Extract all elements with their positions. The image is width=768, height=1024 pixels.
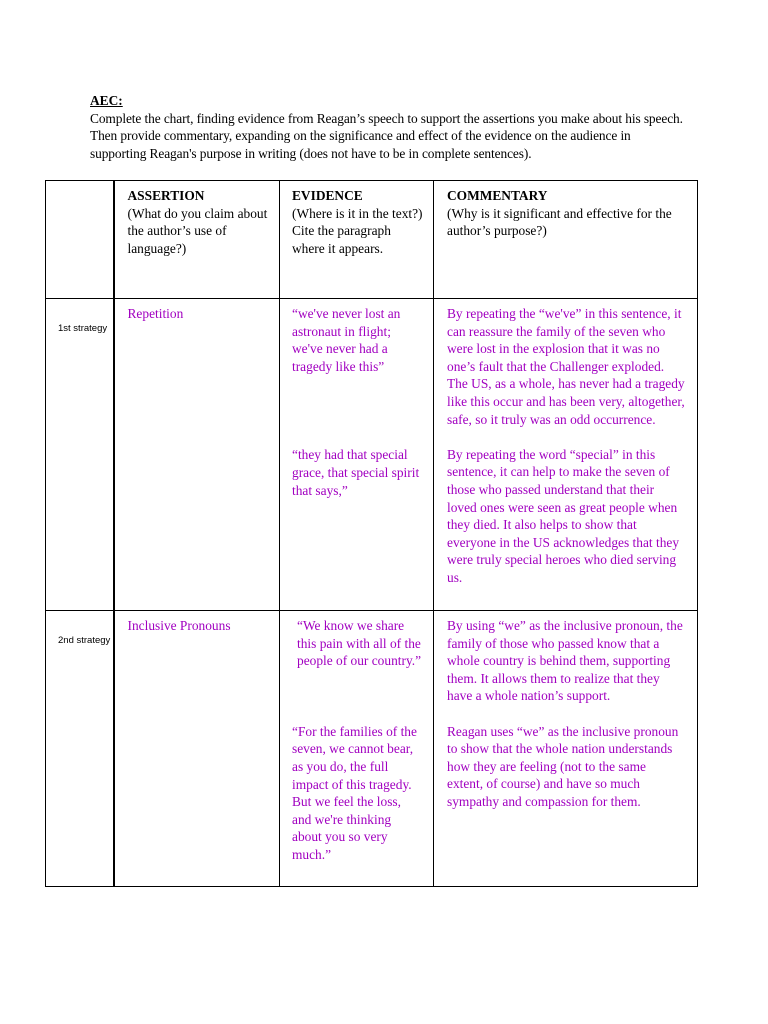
strategy-label: 1st strategy — [58, 323, 108, 334]
aec-chart-table — [45, 180, 698, 887]
assertion-header-cell — [114, 181, 280, 299]
commentary-text: Reagan uses “we” as the inclusive pronoun to show that the whole nation understands how they are feeling (not to the same extent, of course) and have so much sympathy and compassion for them. — [447, 723, 679, 809]
instructions-text: Complete the chart, finding evidence from Reagan’s speech to support the assertions you make about his speech. Then provide commentary, expanding on the significance and effect of the evidence on the audience in supporting Reagan's purpose in writing (does not have to be in complete sentences). — [90, 110, 683, 161]
commentary-text: By using “we” as the inclusive pronoun, the family of those who passed know that a whole country is behind them, supporting them. It allows them to realize that they have a whole nation’s support. — [447, 618, 683, 704]
instructions-block — [90, 92, 690, 162]
assertion-cell — [114, 611, 280, 887]
commentary-cell — [434, 611, 698, 887]
evidence-cell — [280, 299, 434, 611]
evidence-header-title: EVIDENCE — [292, 188, 363, 203]
evidence-cell — [280, 611, 434, 887]
assertion-text: Inclusive Pronouns — [127, 618, 231, 633]
commentary-text: By repeating the “we've” in this sentence, it can reassure the family of the seven who were lost in the explosion that it was no one’s fault that the Challenger exploded. The US, as a whole, has never had a tragedy like this occur and has been very, altogether, safe, so it truly was an odd occurrence. — [447, 306, 685, 427]
header-blank-cell — [46, 181, 114, 299]
evidence-header-cite-note: Cite the paragraph where it appears. — [292, 223, 391, 256]
strategy-label-cell — [46, 299, 114, 611]
commentary-cell — [434, 299, 698, 611]
evidence-quote: “For the families of the seven, we cannot bear, as you do, the full impact of this tragedy. But we feel the loss, and we're thinking about you so very much.” — [292, 723, 417, 862]
evidence-quote: “We know we share this pain with all of the people of our country.” — [297, 618, 422, 669]
evidence-header-subtitle: (Where is it in the text?) — [292, 205, 423, 221]
table-row — [46, 611, 698, 887]
table-header-row — [46, 181, 698, 299]
table-row — [46, 299, 698, 611]
strategy-label: 2nd strategy — [58, 635, 111, 646]
commentary-header-title: COMMENTARY — [447, 188, 548, 203]
evidence-header-cell — [280, 181, 434, 299]
assertion-header-title: ASSERTION — [127, 188, 205, 203]
commentary-header-subtitle: (Why is it significant and effective for the author’s purpose?) — [447, 205, 672, 239]
evidence-quote: “we've never lost an astronaut in flight; we've never had a tragedy like this” — [292, 306, 401, 374]
commentary-text: By repeating the word “special” in this sentence, it can help to make the seven of those who passed understand that their loved ones were seen as great people when they died. It also helps to show that everyone in the US acknowledges that they were truly special heroes who died serving us. — [447, 446, 680, 585]
commentary-header-cell — [434, 181, 698, 299]
assertion-text: Repetition — [127, 306, 184, 321]
assertion-cell — [114, 299, 280, 611]
aec-heading: AEC: — [90, 93, 123, 108]
evidence-quote: “they had that special grace, that special spirit that says,” — [292, 447, 420, 498]
strategy-label-cell — [46, 611, 114, 887]
assertion-header-subtitle: (What do you claim about the author’s use of language?) — [127, 205, 268, 256]
